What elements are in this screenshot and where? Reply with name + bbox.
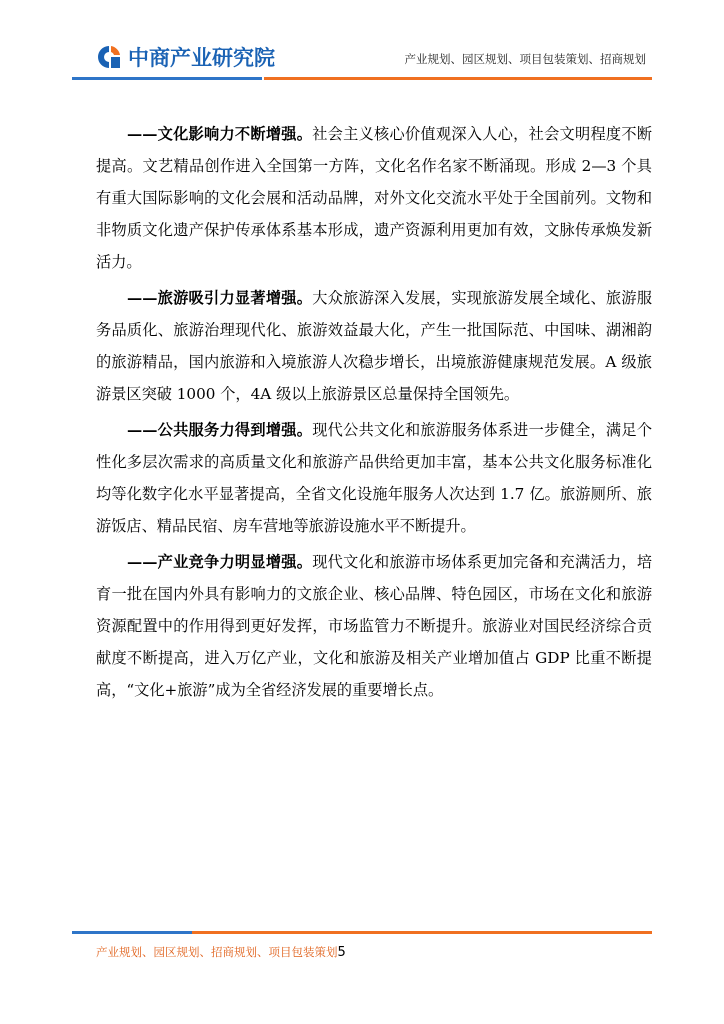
paragraph-industry bbox=[96, 546, 652, 706]
header-divider-orange bbox=[264, 77, 652, 80]
paragraph-text: 大众旅游深入发展，实现旅游发展全域化、旅游服务品质化、旅游治理现代化、旅游效益最大化，产生一批国际范、中国味、湖湘韵的旅游精品，国内旅游和入境旅游人次稳步增长，出境旅游健康规范发展。A 级旅游景区突破 1000 个，4A 级以上旅游景区总量保持全国领先。 bbox=[96, 289, 653, 403]
header-divider-blue bbox=[72, 77, 262, 80]
document-body bbox=[96, 118, 652, 710]
paragraph-text: 社会主义核心价值观深入人心，社会文明程度不断提高。文艺精品创作进入全国第一方阵，文化名作名家不断涌现。形成 2—3 个具有重大国际影响的文化会展和活动品牌，对外文化交流水平处于全国前列。文物和非物质文化遗产保护传承体系基本形成，遗产资源利用更加有效，文脉传承焕发新活力。 bbox=[96, 125, 653, 271]
page-header bbox=[0, 0, 724, 80]
paragraph-lead: ——旅游吸引力显著增强。 bbox=[127, 289, 313, 307]
logo-text: 中商产业研究院 bbox=[128, 46, 275, 70]
paragraph-culture bbox=[96, 118, 652, 278]
paragraph-text: 现代文化和旅游市场体系更加完备和充满活力，培育一批在国内外具有影响力的文旅企业、核心品牌、特色园区，市场在文化和旅游资源配置中的作用得到更好发挥，市场监管力不断提升。旅游业对国民经济综合贡献度不断提高，进入万亿产业，文化和旅游及相关产业增加值占 GDP 比重不断提高，“文化+旅游”成为全省经济发展的重要增长点。 bbox=[96, 553, 653, 699]
paragraph-lead: ——文化影响力不断增强。 bbox=[127, 125, 313, 143]
paragraph-public-service bbox=[96, 414, 652, 542]
page-footer bbox=[96, 944, 346, 960]
paragraph-text: 现代公共文化和旅游服务体系进一步健全，满足个性化多层次需求的高质量文化和旅游产品供给更加丰富，基本公共文化服务标准化均等化数字化水平显著提高，全省文化设施年服务人次达到 1.7 亿。旅游厕所、旅游饭店、精品民宿、房车营地等旅游设施水平不断提升。 bbox=[96, 421, 653, 535]
paragraph-lead: ——产业竞争力明显增强。 bbox=[127, 553, 313, 571]
paragraph-lead: ——公共服务力得到增强。 bbox=[127, 421, 313, 439]
paragraph-tourism bbox=[96, 282, 652, 410]
header-services: 产业规划、园区规划、项目包装策划、招商规划 bbox=[404, 52, 646, 66]
footer-divider-orange bbox=[192, 931, 652, 934]
logo-icon bbox=[96, 44, 122, 70]
footer-divider-blue bbox=[72, 931, 192, 934]
footer-services: 产业规划、园区规划、招商规划、项目包装策划 bbox=[96, 945, 338, 959]
page-number: 5 bbox=[337, 945, 346, 960]
brand-logo bbox=[96, 42, 275, 72]
